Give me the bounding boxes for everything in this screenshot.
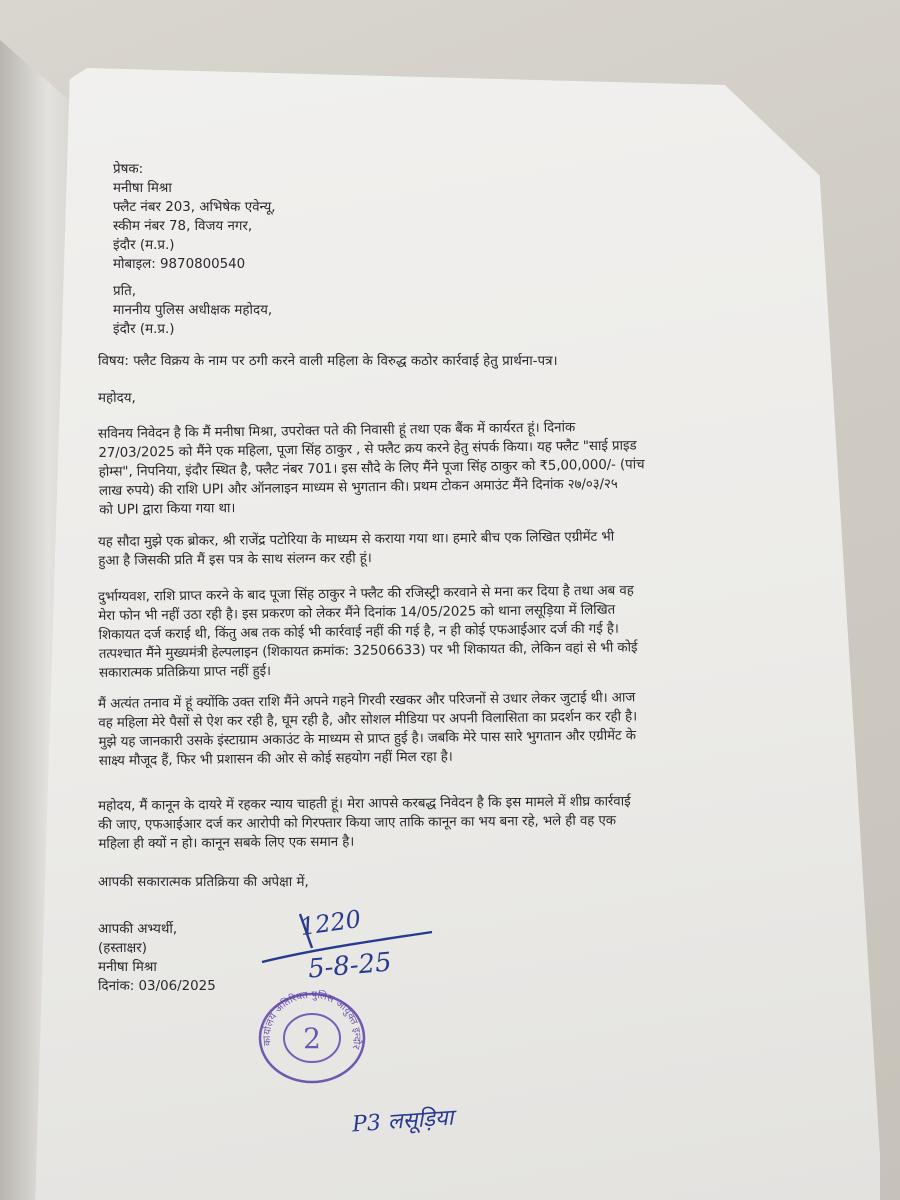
subject-line: विषय: फ्लैट विक्रय के नाम पर ठगी करने वाली महिला के विरुद्ध कठोर कार्रवाई हेतु प्रार्थना-पत्र। xyxy=(98,354,558,369)
paragraph-line: सविनय निवेदन है कि मैं मनीषा मिश्रा, उपरोक्त पते की निवासी हूं तथा एक बैंक में कार्यरत हूं। दिनांक xyxy=(98,420,576,442)
paragraph-line: तत्पश्चात मैंने मुख्यमंत्री हेल्पलाइन (शिकायत क्रमांक: 32506633) पर भी शिकायत की, लेकिन वहां से भी कोई xyxy=(98,640,638,663)
handwritten-note: P3 लसूड़िया xyxy=(351,1105,455,1138)
salutation: महोदय, xyxy=(98,391,136,406)
sender-label: प्रेषक: xyxy=(113,162,144,177)
stamp-center-mark: 2 xyxy=(303,1022,321,1055)
paragraph-line: साक्ष्य मौजूद हैं, फिर भी प्रशासन की ओर से कोई सहयोग नहीं मिल रहा है। xyxy=(98,749,453,770)
paragraph-line: को UPI द्वारा किया गया था। xyxy=(99,501,236,519)
signoff-date: दिनांक: 03/06/2025 xyxy=(98,979,216,995)
sender-city: इंदौर (म.प्र.) xyxy=(113,238,175,254)
signoff-regards: आपकी अभ्यर्थी, xyxy=(98,922,178,937)
recipient-city: इंदौर (म.प्र.) xyxy=(113,322,175,338)
paragraph-line: वह महिला मेरे पैसों से ऐश कर रही है, घूम रही है, और सोशल मीडिया पर अपनी विलासिता का प्रदर्शन कर रही है। xyxy=(98,709,638,732)
signoff-name: मनीषा मिश्रा xyxy=(98,960,157,976)
paragraph-line: मैं अत्यंत तनाव में हूं क्योंकि उक्त राशि मैंने अपने गहने गिरवी रखकर और परिजनों से उधार लेकर जुटाई थी। आज xyxy=(98,690,636,712)
sender-address-line-2: स्कीम नंबर 78, विजय नगर, xyxy=(113,219,253,235)
paragraph-line: हुआ है जिसकी प्रति मैं इस पत्र के साथ संलग्न कर रही हूं। xyxy=(98,551,372,570)
paragraph-line: दुर्भाग्यवश, राशि प्राप्त करने के बाद पूजा सिंह ठाकुर ने फ्लैट की रजिस्ट्री करवाने से मना कर दिया है तथा अब वह xyxy=(98,583,634,605)
paragraph-line: मुझे यह जानकारी उसके इंस्टाग्राम अकाउंट के माध्यम से प्राप्त हुई है। जबकि मेरे पास सारे भुगतान और एग्रीमेंट के xyxy=(98,728,637,751)
paragraph-line: होम्स", निपनिया, इंदौर स्थित है, फ्लैट नंबर 701। इस सौदे के लिए मैंने पूजा सिंह ठाकुर को ₹5,00,000/- (पांच xyxy=(98,457,645,481)
handwritten-date: 5-8-25 xyxy=(306,947,393,985)
sender-address-line-1: फ्लैट नंबर 203, अभिषेक एवेन्यू, xyxy=(113,200,276,216)
recipient-label: प्रति, xyxy=(113,284,136,299)
paragraph-line: की जाए, एफआईआर दर्ज कर आरोपी को गिरफ्तार किया जाए ताकि कानून का भय बना रहे, भले ही वह एक xyxy=(98,813,616,834)
office-stamp xyxy=(256,990,368,1086)
paragraph-line: महोदय, मैं कानून के दायरे में रहकर न्याय चाहती हूं। मेरा आपसे करबद्ध निवेदन है कि इस मामले में शीघ्र कार्रवाई xyxy=(98,794,631,814)
handwritten-inward-number: 1220 xyxy=(298,904,363,942)
paragraph-line: 27/03/2025 को मैंने एक महिला, पूजा सिंह ठाकुर , से फ्लैट क्रय करने हेतु संपर्क किया। यह फ्लैट "साई प्राइड xyxy=(98,438,637,462)
paragraph-line: मेरा फोन भी नहीं उठा रही है। इस प्रकरण को लेकर मैंने दिनांक 14/05/2025 को थाना लसूड़िया में लिखित xyxy=(98,602,616,625)
paragraph-line: यह सौदा मुझे एक ब्रोकर, श्री राजेंद्र पटोरिया के माध्यम से कराया गया था। हमारे बीच एक लिखित एग्रीमेंट भी xyxy=(98,529,615,550)
paragraph-line: शिकायत दर्ज कराई थी, किंतु अब तक कोई भी कार्रवाई नहीं की गई है, न ही कोई एफआईआर दर्ज की गई है। xyxy=(98,621,619,644)
signoff-signature-label: (हस्ताक्षर) xyxy=(98,941,147,957)
sender-name: मनीषा मिश्रा xyxy=(113,181,172,197)
recipient-title: माननीय पुलिस अधीक्षक महोदय, xyxy=(113,303,273,319)
paragraph-line: सकारात्मक प्रतिक्रिया प्राप्त नहीं हुई। xyxy=(98,664,272,682)
sender-mobile: मोबाइल: 9870800540 xyxy=(113,257,246,273)
paragraph-line: महिला ही क्यों न हो। कानून सबके लिए एक समान है। xyxy=(98,834,355,853)
paragraph-line: लाख रुपये) की राशि UPI और ऑनलाइन माध्यम से भुगतान की। प्रथम टोकन अमाउंट मैंने दिनांक २७/०३/२५ xyxy=(98,476,618,500)
closing-line: आपकी सकारात्मक प्रतिक्रिया की अपेक्षा में, xyxy=(98,875,309,890)
stamp-text: कार्यालय अतिरिक्त पुलिस आयुक्त इन्दौर xyxy=(261,990,363,1050)
